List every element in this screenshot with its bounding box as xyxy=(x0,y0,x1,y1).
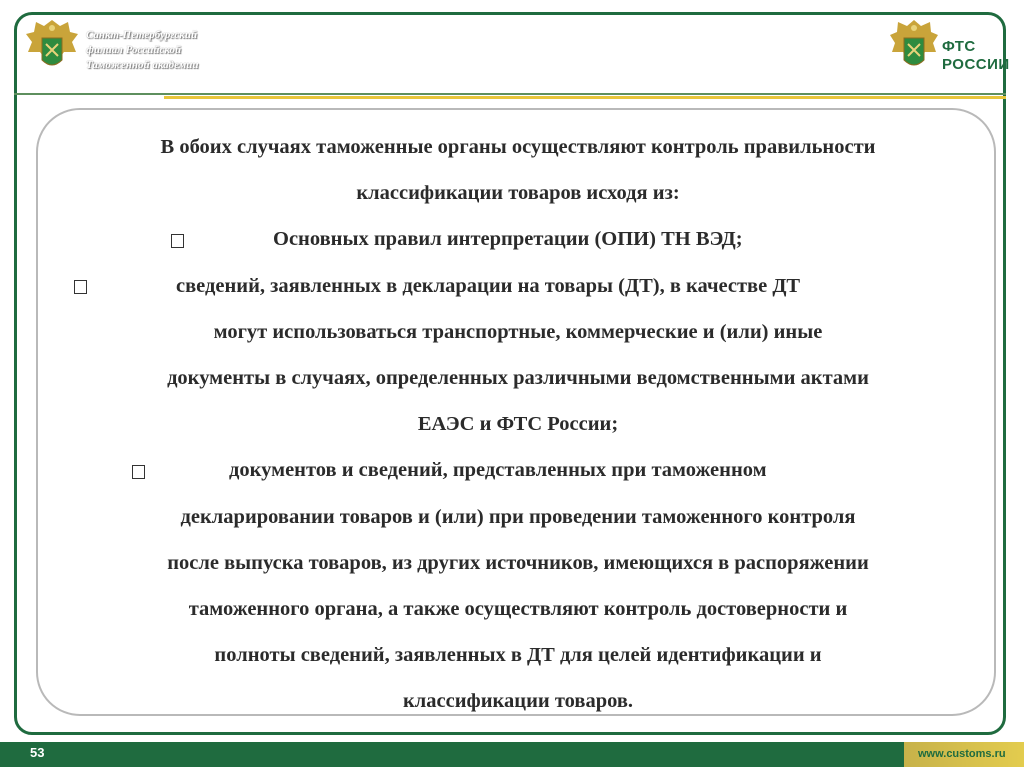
body-line xyxy=(48,494,988,540)
body-line xyxy=(48,170,988,216)
body-text: классификации товаров исходя из: xyxy=(356,182,680,205)
body-text: ЕАЭС и ФТС России; xyxy=(417,413,619,436)
footer-bar xyxy=(0,742,1024,767)
body-line xyxy=(48,401,988,447)
body-text: сведений, заявленных в декларации на товары (ДТ), в качестве ДТ xyxy=(176,274,801,297)
bullet-line xyxy=(48,263,988,309)
body-text: таможенного органа, а также осуществляют контроль достоверности и xyxy=(188,597,848,620)
body-text: классификации товаров. xyxy=(402,690,634,713)
fts-line: ФТС xyxy=(942,38,976,55)
fts-logo-text xyxy=(942,38,1010,74)
slide-body xyxy=(48,124,988,724)
page-number: 53 xyxy=(30,745,45,760)
fts-line: РОССИИ xyxy=(942,56,1010,73)
body-line xyxy=(48,632,988,678)
body-text: полноты сведений, заявленных в ДТ для целей идентификации и xyxy=(214,644,822,667)
body-text: документов и сведений, представленных при таможенном xyxy=(229,459,767,482)
checkbox-bullet-icon xyxy=(132,465,145,479)
academy-title xyxy=(86,28,256,73)
body-text: В обоих случаях таможенные органы осуществляют контроль правильности xyxy=(160,136,876,158)
body-text: после выпуска товаров, из других источников, имеющихся в распоряжении xyxy=(167,551,869,574)
bullet-line xyxy=(48,216,988,262)
header-divider-accent xyxy=(164,96,1006,99)
body-line xyxy=(48,124,988,170)
academy-line: Таможенной академии xyxy=(86,59,199,71)
academy-line: филиал Российской xyxy=(86,44,182,56)
body-text: могут использоваться транспортные, коммерческие и (или) иные xyxy=(213,320,823,343)
body-text: декларировании товаров и (или) при проведении таможенного контроля xyxy=(180,505,856,528)
checkbox-bullet-icon xyxy=(74,280,87,294)
site-link[interactable]: www.customs.ru xyxy=(918,748,1006,760)
customs-emblem-icon xyxy=(24,16,80,78)
body-line xyxy=(48,540,988,586)
checkbox-bullet-icon xyxy=(171,234,184,248)
fts-emblem-icon xyxy=(888,16,940,78)
body-text: документы в случаях, определенных различными ведомственными актами xyxy=(167,366,869,389)
body-line xyxy=(48,586,988,632)
body-text: Основных правил интерпретации (ОПИ) ТН ВЭД; xyxy=(273,228,743,251)
body-line xyxy=(48,355,988,401)
bullet-line xyxy=(48,447,988,493)
body-line xyxy=(48,678,988,724)
header-divider xyxy=(14,93,1006,95)
academy-line: Санкт-Петербургский xyxy=(86,29,198,41)
body-line xyxy=(48,309,988,355)
